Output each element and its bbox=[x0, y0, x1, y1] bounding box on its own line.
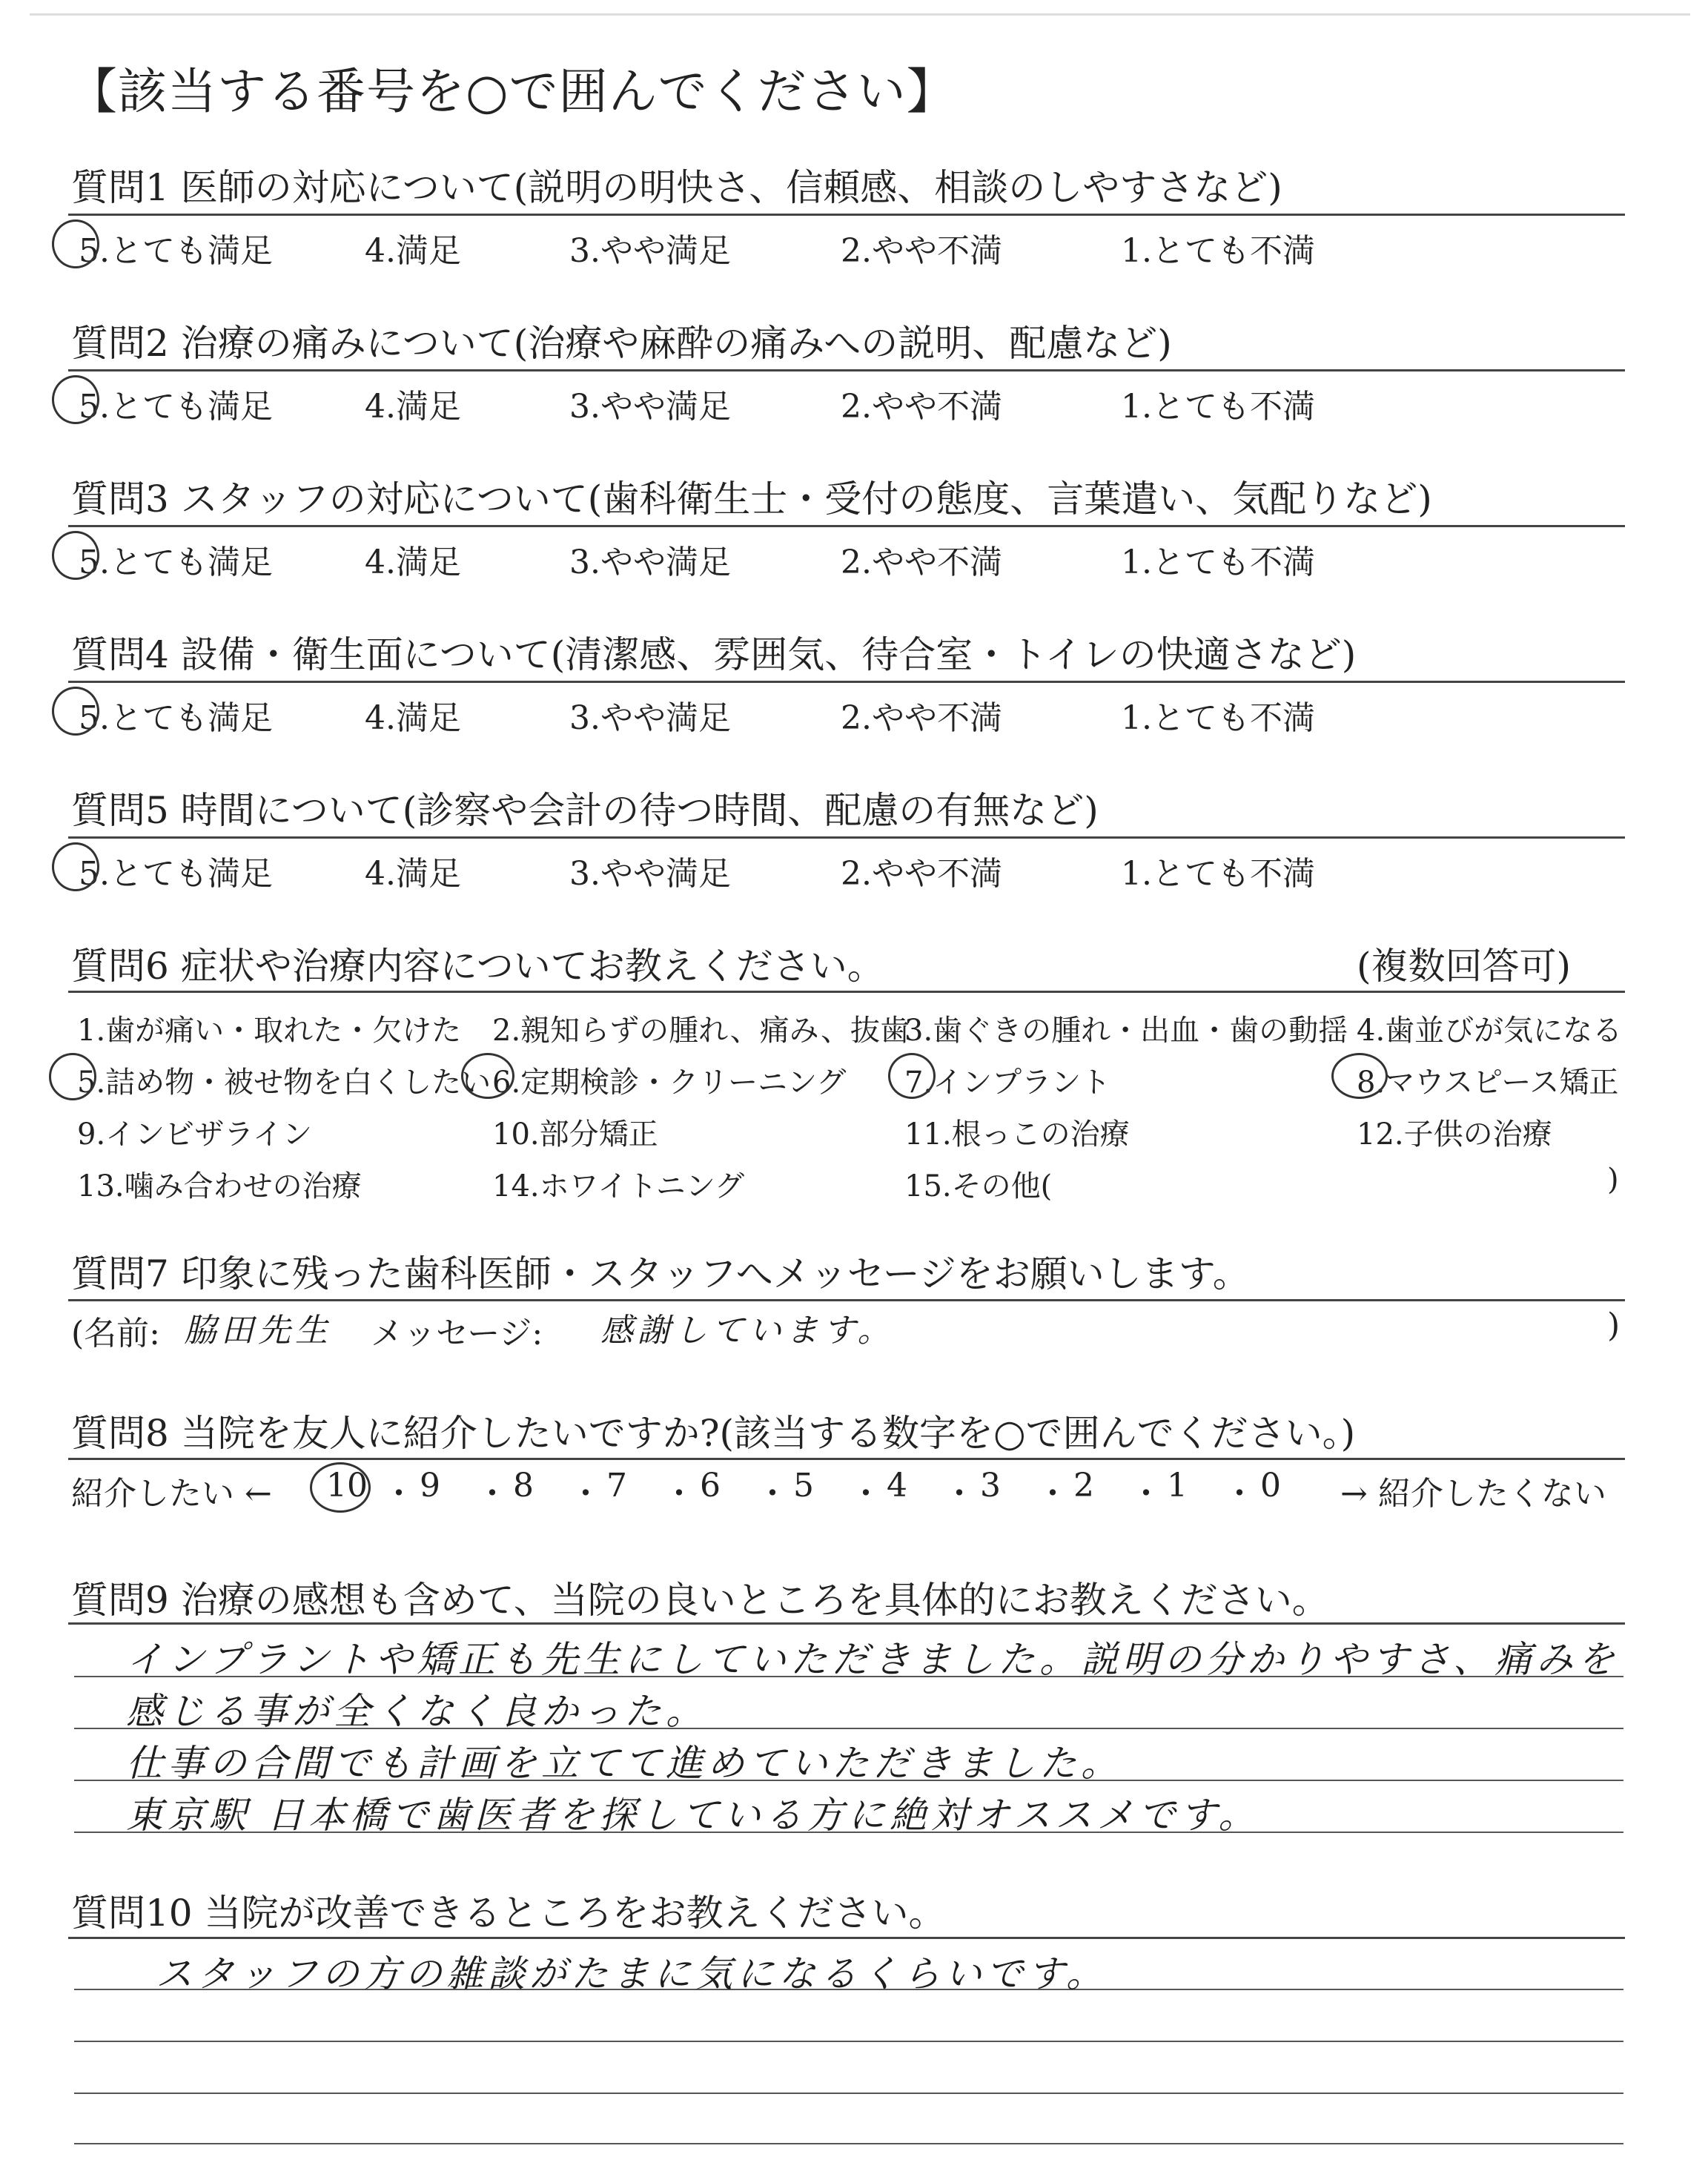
q1-option-5[interactable]: 5.とても満足 bbox=[79, 232, 273, 270]
q4-option-2[interactable]: 2.やや不満 bbox=[841, 699, 1002, 737]
q8-scale-0[interactable]: 0 bbox=[1260, 1467, 1281, 1505]
q8-scale-2[interactable]: 2 bbox=[1073, 1467, 1094, 1505]
q6-item-14[interactable]: 14.ホワイトニング bbox=[492, 1169, 745, 1203]
q8-scale-4[interactable]: 4 bbox=[887, 1467, 907, 1505]
q8-scale-separator: ・ bbox=[1130, 1475, 1162, 1513]
q1-option-3[interactable]: 3.やや満足 bbox=[569, 232, 731, 270]
q2-option-2[interactable]: 2.やや不満 bbox=[841, 388, 1002, 426]
q2-option-3[interactable]: 3.やや満足 bbox=[569, 388, 731, 426]
q6-selection-circle-6 bbox=[461, 1053, 514, 1099]
q6-item-11[interactable]: 11.根っこの治療 bbox=[904, 1117, 1130, 1152]
q7-message-value[interactable]: 感謝しています。 bbox=[600, 1312, 895, 1350]
q10-writing-line bbox=[74, 2093, 1623, 2094]
q3-selection-circle bbox=[52, 531, 99, 580]
q5-option-5[interactable]: 5.とても満足 bbox=[79, 855, 273, 893]
q4-selection-circle bbox=[52, 687, 99, 736]
q2-selection-circle bbox=[52, 375, 99, 424]
question-1-rule bbox=[68, 214, 1625, 216]
q8-right-label: → 紹介したくない bbox=[1340, 1475, 1606, 1513]
question-6-rule bbox=[68, 991, 1625, 993]
question-8-rule bbox=[68, 1458, 1625, 1460]
q4-option-5[interactable]: 5.とても満足 bbox=[79, 699, 273, 737]
q9-answer-line[interactable]: 東京駅 日本橋で歯医者を探している方に絶対オススメです。 bbox=[126, 1794, 1260, 1837]
q8-scale-separator: ・ bbox=[850, 1475, 882, 1513]
q2-option-5[interactable]: 5.とても満足 bbox=[79, 388, 273, 426]
q1-selection-circle bbox=[52, 219, 99, 268]
q8-scale-6[interactable]: 6 bbox=[700, 1467, 721, 1505]
q6-item-15[interactable]: 15.その他( bbox=[904, 1169, 1053, 1203]
q2-option-1[interactable]: 1.とても不満 bbox=[1121, 388, 1315, 426]
question-1-label: 質問1 医師の対応について(説明の明快さ、信頼感、相談のしやすさなど) bbox=[71, 166, 1282, 209]
q6-item-13[interactable]: 13.噛み合わせの治療 bbox=[77, 1169, 362, 1203]
q6-item-3[interactable]: 3.歯ぐきの腫れ・出血・歯の動揺 bbox=[904, 1014, 1348, 1048]
q6-item-6[interactable]: 6.定期検診・クリーニング bbox=[492, 1066, 847, 1100]
q3-option-5[interactable]: 5.とても満足 bbox=[79, 544, 273, 581]
q8-scale-5[interactable]: 5 bbox=[793, 1467, 814, 1505]
q6-selection-circle-5 bbox=[49, 1053, 96, 1100]
page-top-edge bbox=[30, 13, 1690, 16]
q8-scale-8[interactable]: 8 bbox=[513, 1467, 534, 1505]
q6-item-4[interactable]: 4.歯並びが気になる bbox=[1357, 1014, 1623, 1048]
q10-writing-line bbox=[74, 2041, 1623, 2042]
q8-scale-1[interactable]: 1 bbox=[1167, 1467, 1188, 1505]
q8-scale-3[interactable]: 3 bbox=[980, 1467, 1001, 1505]
question-10-rule bbox=[68, 1937, 1625, 1939]
q6-item-2[interactable]: 2.親知らずの腫れ、痛み、抜歯 bbox=[492, 1014, 910, 1048]
q6-item-15-close: ) bbox=[1607, 1163, 1619, 1197]
page-title: 【該当する番号を○で囲んでください】 bbox=[68, 63, 956, 120]
question-8-label: 質問8 当院を友人に紹介したいですか?(該当する数字を○で囲んでください。) bbox=[71, 1412, 1356, 1455]
q7-name-label: (名前: bbox=[71, 1315, 160, 1353]
q6-item-5[interactable]: 5.詰め物・被せ物を白くしたい bbox=[77, 1066, 491, 1100]
q6-item-1[interactable]: 1.歯が痛い・取れた・欠けた bbox=[77, 1014, 462, 1048]
question-2-label: 質問2 治療の痛みについて(治療や麻酔の痛みへの説明、配慮など) bbox=[71, 322, 1172, 365]
question-9-rule bbox=[68, 1622, 1625, 1625]
q8-scale-separator: ・ bbox=[663, 1475, 695, 1513]
q8-scale-10[interactable]: 10 bbox=[326, 1467, 368, 1505]
q8-scale-separator: ・ bbox=[1036, 1475, 1069, 1513]
question-3-label: 質問3 スタッフの対応について(歯科衛生士・受付の態度、言葉遣い、気配りなど) bbox=[71, 478, 1432, 521]
q5-option-1[interactable]: 1.とても不満 bbox=[1121, 855, 1315, 893]
q3-option-1[interactable]: 1.とても不満 bbox=[1121, 544, 1315, 581]
q10-writing-line bbox=[74, 2143, 1623, 2144]
q6-item-10[interactable]: 10.部分矯正 bbox=[492, 1117, 658, 1152]
question-6-label: 質問6 症状や治療内容についてお教えください。 bbox=[71, 945, 884, 988]
q4-option-4[interactable]: 4.満足 bbox=[365, 699, 461, 737]
question-5-rule bbox=[68, 836, 1625, 839]
q2-option-4[interactable]: 4.満足 bbox=[365, 388, 461, 426]
q1-option-1[interactable]: 1.とても不満 bbox=[1121, 232, 1315, 270]
question-6-note: (複数回答可) bbox=[1357, 945, 1572, 988]
question-4-rule bbox=[68, 681, 1625, 683]
q8-left-label: 紹介したい ← bbox=[71, 1475, 272, 1513]
q6-item-12[interactable]: 12.子供の治療 bbox=[1357, 1117, 1552, 1152]
q4-option-3[interactable]: 3.やや満足 bbox=[569, 699, 731, 737]
q6-selection-circle-7 bbox=[888, 1053, 936, 1099]
q7-message-label: メッセージ: bbox=[371, 1315, 543, 1353]
question-5-label: 質問5 時間について(診察や会計の待つ時間、配慮の有無など) bbox=[71, 789, 1099, 832]
q8-scale-separator: ・ bbox=[476, 1475, 509, 1513]
q9-answer-line[interactable]: 仕事の合間でも計画を立てて進めていただきました。 bbox=[126, 1742, 1122, 1785]
q3-option-2[interactable]: 2.やや不満 bbox=[841, 544, 1002, 581]
question-10-label: 質問10 当院が改善できるところをお教えください。 bbox=[71, 1892, 946, 1935]
q1-option-2[interactable]: 2.やや不満 bbox=[841, 232, 1002, 270]
question-7-label: 質問7 印象に残った歯科医師・スタッフへメッセージをお願いします。 bbox=[71, 1252, 1250, 1295]
question-7-rule bbox=[68, 1299, 1625, 1301]
q5-selection-circle bbox=[52, 842, 99, 891]
q5-option-2[interactable]: 2.やや不満 bbox=[841, 855, 1002, 893]
q8-scale-separator: ・ bbox=[569, 1475, 602, 1513]
q6-item-8[interactable]: 8.マウスピース矯正 bbox=[1357, 1066, 1619, 1100]
q8-selection-circle bbox=[310, 1462, 371, 1513]
q6-selection-circle-8 bbox=[1331, 1053, 1388, 1099]
q4-option-1[interactable]: 1.とても不満 bbox=[1121, 699, 1315, 737]
question-4-label: 質問4 設備・衛生面について(清潔感、雰囲気、待合室・トイレの快適さなど) bbox=[71, 633, 1357, 676]
q3-option-3[interactable]: 3.やや満足 bbox=[569, 544, 731, 581]
q5-option-3[interactable]: 3.やや満足 bbox=[569, 855, 731, 893]
q5-option-4[interactable]: 4.満足 bbox=[365, 855, 461, 893]
q7-name-value[interactable]: 脇田先生 bbox=[184, 1312, 332, 1350]
q6-item-7[interactable]: 7.インプラント bbox=[904, 1066, 1111, 1100]
q8-scale-separator: ・ bbox=[383, 1475, 415, 1513]
q9-answer-line[interactable]: 感じる事が全くなく良かった。 bbox=[126, 1690, 707, 1733]
q3-option-4[interactable]: 4.満足 bbox=[365, 544, 461, 581]
question-3-rule bbox=[68, 525, 1625, 527]
q8-scale-separator: ・ bbox=[943, 1475, 976, 1513]
q8-scale-7[interactable]: 7 bbox=[606, 1467, 627, 1505]
q9-answer-line[interactable]: インプラントや矯正も先生にしていただきました。説明の分かりやすさ、痛みを bbox=[126, 1638, 1619, 1681]
question-9-label: 質問9 治療の感想も含めて、当院の良いところを具体的にお教えください。 bbox=[71, 1579, 1329, 1622]
q10-answer-line[interactable]: スタッフの方の雑談がたまに気になるくらいです。 bbox=[156, 1952, 1108, 1995]
q6-item-9[interactable]: 9.インビザライン bbox=[77, 1117, 312, 1152]
q7-close-paren: ) bbox=[1607, 1307, 1621, 1344]
q8-scale-separator: ・ bbox=[756, 1475, 789, 1513]
q1-option-4[interactable]: 4.満足 bbox=[365, 232, 461, 270]
question-2-rule bbox=[68, 369, 1625, 371]
q8-scale-separator: ・ bbox=[1223, 1475, 1256, 1513]
q8-scale-9[interactable]: 9 bbox=[420, 1467, 440, 1505]
